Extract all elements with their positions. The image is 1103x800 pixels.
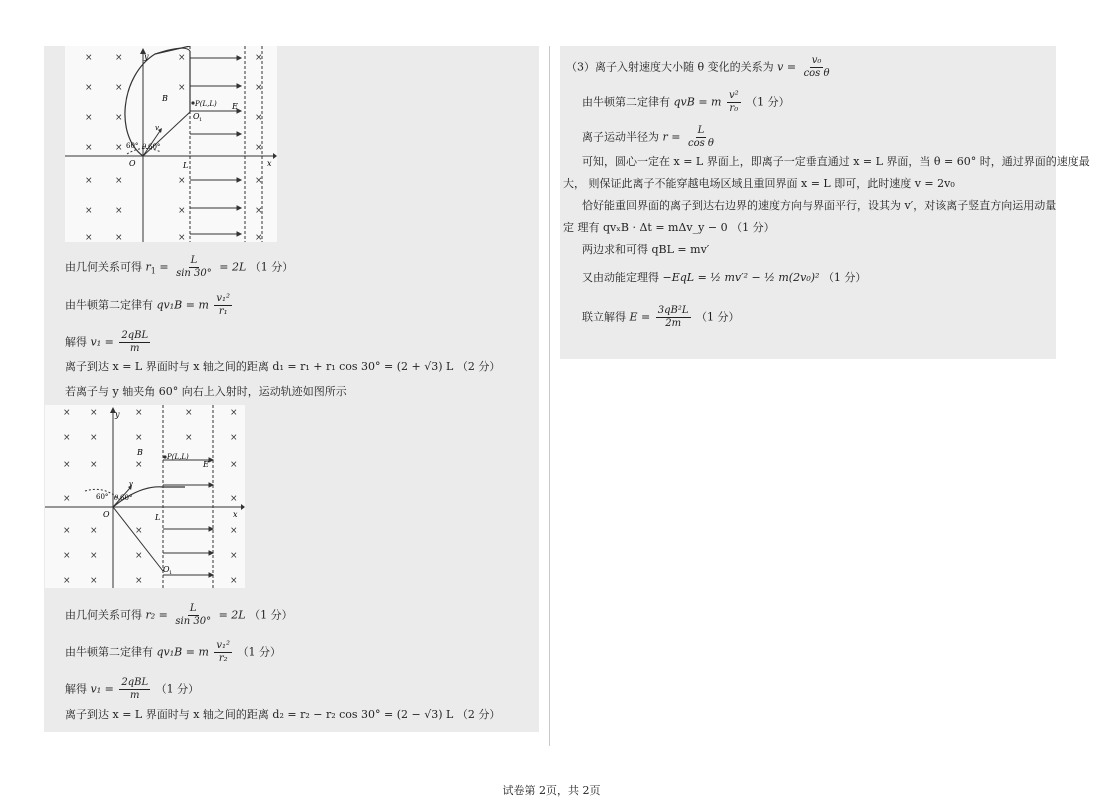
svg-text:60°: 60°: [126, 142, 139, 150]
eq-radius-1: 由几何关系可得 $r_1$ = $\frac{L}{\sin 30^\circ}$ = 2L （1 分）: [65, 255, 294, 279]
svg-text:v: v: [129, 480, 133, 488]
svg-text:y: y: [144, 52, 149, 61]
svg-text:×: ×: [63, 551, 71, 561]
svg-text:×: ×: [90, 433, 98, 443]
svg-text:×: ×: [115, 53, 123, 63]
svg-text:60°: 60°: [148, 143, 161, 151]
svg-text:×: ×: [230, 551, 238, 561]
svg-text:×: ×: [90, 526, 98, 536]
svg-text:×: ×: [115, 176, 123, 186]
svg-text:1: 1: [169, 570, 173, 576]
svg-text:×: ×: [63, 494, 71, 504]
svg-text:×: ×: [255, 143, 263, 153]
svg-text:×: ×: [255, 83, 263, 93]
svg-text:L: L: [155, 513, 161, 522]
eq-distance-2: 离子到达 x = L 界面时与 x 轴之间的距离 d₂ = r₂ − r₂ cos 30° = (2 − √3) L （2 分）: [65, 708, 501, 721]
svg-text:×: ×: [255, 53, 263, 63]
svg-text:×: ×: [85, 206, 93, 216]
svg-text:×: ×: [230, 408, 238, 418]
analysis-line-4: 定 理有 qvₓB · Δt = mΔv_y − 0 （1 分）: [563, 221, 775, 234]
svg-text:×: ×: [85, 113, 93, 123]
eq-radius-2: 由几何关系可得 r₂ = $\frac{L}{\sin 30^\circ}$ = 2L （1 分）: [65, 603, 293, 627]
svg-text:60°: 60°: [120, 494, 133, 502]
svg-text:×: ×: [135, 408, 143, 418]
column-divider: [549, 46, 550, 746]
svg-text:E: E: [232, 102, 238, 111]
svg-text:×: ×: [115, 83, 123, 93]
trajectory-figure-1: [65, 46, 277, 242]
svg-text:B: B: [162, 94, 168, 103]
svg-text:θ: θ: [142, 143, 147, 151]
svg-text:θ: θ: [114, 494, 119, 502]
eq-final-E: 联立解得 E = $\frac{\text{3qB²L}}{2m}$ （1 分）: [582, 305, 740, 329]
svg-text:P(L,L): P(L,L): [167, 453, 189, 461]
svg-text:×: ×: [230, 526, 238, 536]
svg-text:O: O: [103, 510, 110, 519]
svg-text:×: ×: [230, 433, 238, 443]
svg-text:×: ×: [63, 460, 71, 470]
svg-text:×: ×: [115, 113, 123, 123]
svg-text:L: L: [183, 161, 189, 170]
svg-text:×: ×: [255, 176, 263, 186]
svg-text:×: ×: [63, 576, 71, 586]
svg-text:×: ×: [135, 551, 143, 561]
svg-text:×: ×: [90, 551, 98, 561]
analysis-line-3: 恰好能重回界面的离子到达右边界的速度方向与界面平行，设其为 v′，对该离子竖直方向运用动量: [582, 199, 1057, 212]
svg-text:×: ×: [63, 408, 71, 418]
eq-newton-1: 由牛顿第二定律有 qv₁B = m $\frac{\text{v₁²}}{\text{r₁}}$: [65, 293, 231, 317]
svg-text:60°: 60°: [96, 493, 109, 501]
svg-text:×: ×: [90, 460, 98, 470]
svg-text:×: ×: [178, 206, 186, 216]
analysis-line-5: 两边求和可得 qBL = mv′: [582, 243, 710, 256]
page-footer: 试卷第 2页，共 2页: [502, 784, 601, 797]
svg-text:×: ×: [255, 206, 263, 216]
svg-text:×: ×: [63, 433, 71, 443]
svg-text:×: ×: [230, 576, 238, 586]
svg-text:O: O: [193, 112, 200, 121]
analysis-line-1: 可知，圆心一定在 x = L 界面上，即离子一定垂直通过 x = L 界面，当 θ = 60° 时，通过界面的速度最: [582, 155, 1090, 168]
svg-text:×: ×: [178, 83, 186, 93]
svg-text:×: ×: [115, 233, 123, 242]
eq-distance-1: 离子到达 x = L 界面时与 x 轴之间的距离 d₁ = r₁ + r₁ cos 30° = (2 + √3) L （2 分）: [65, 360, 501, 373]
eq-energy: 又由动能定理得 −EqL = ½ mv′² − ½ m(2v₀)² （1 分）: [582, 271, 867, 284]
part-3-intro: （3）离子入射速度大小随 θ 变化的关系为 v = $\frac{\text{v₀}}{\text{cos θ}}$: [566, 55, 830, 79]
eq-solve-v1-2: 解得 v₁ = $\frac{\text{2qBL}}{m}$ （1 分）: [65, 677, 200, 701]
svg-text:×: ×: [230, 494, 238, 504]
svg-text:E: E: [203, 460, 209, 469]
svg-text:P(L,L): P(L,L): [195, 100, 217, 108]
svg-text:1: 1: [199, 117, 203, 123]
svg-text:v: v: [155, 124, 159, 132]
svg-text:×: ×: [178, 176, 186, 186]
svg-text:×: ×: [135, 526, 143, 536]
svg-text:×: ×: [178, 233, 186, 242]
svg-text:×: ×: [90, 576, 98, 586]
svg-text:×: ×: [115, 206, 123, 216]
analysis-line-2: 大， 则保证此离子不能穿越电场区域且重回界面 x = L 即可，此时速度 v = 2v₀: [563, 177, 955, 190]
svg-text:×: ×: [230, 460, 238, 470]
svg-text:×: ×: [185, 408, 193, 418]
svg-text:×: ×: [85, 143, 93, 153]
svg-text:×: ×: [85, 83, 93, 93]
eq-solve-v1: 解得 v₁ = $\frac{\text{2qBL}}{m}$: [65, 330, 149, 354]
svg-text:×: ×: [90, 408, 98, 418]
svg-text:×: ×: [85, 233, 93, 242]
svg-text:×: ×: [63, 526, 71, 536]
magnetic-field-markers: [85, 53, 263, 242]
eq-newton-3: 由牛顿第二定律有 qvB = m $\frac{\text{v²}}{\text{r₀}}$ （1 分）: [582, 90, 790, 114]
svg-text:×: ×: [115, 143, 123, 153]
svg-text:×: ×: [178, 53, 186, 63]
eq-radius-3: 离子运动半径为 r = $\frac{L}{\text{cos θ}}$: [582, 125, 714, 149]
svg-text:×: ×: [185, 433, 193, 443]
svg-text:y: y: [115, 410, 120, 419]
svg-text:×: ×: [135, 460, 143, 470]
svg-text:×: ×: [85, 176, 93, 186]
case-2-intro: 若离子与 y 轴夹角 60° 向右上入射时，运动轨迹如图所示: [65, 385, 347, 398]
magnetic-field-markers: [63, 408, 238, 586]
eq-newton-2: 由牛顿第二定律有 qv₁B = m $\frac{\text{v₁²}}{\text{r₂}}$ （1 分）: [65, 640, 282, 664]
svg-text:x: x: [267, 159, 272, 168]
svg-text:×: ×: [135, 576, 143, 586]
trajectory-figure-2: [45, 405, 245, 588]
svg-text:×: ×: [85, 53, 93, 63]
svg-text:x: x: [233, 510, 238, 519]
svg-text:×: ×: [135, 433, 143, 443]
svg-text:×: ×: [255, 113, 263, 123]
svg-text:O: O: [163, 565, 170, 574]
svg-text:B: B: [137, 448, 143, 457]
svg-text:×: ×: [255, 233, 263, 242]
svg-text:O: O: [129, 159, 136, 168]
